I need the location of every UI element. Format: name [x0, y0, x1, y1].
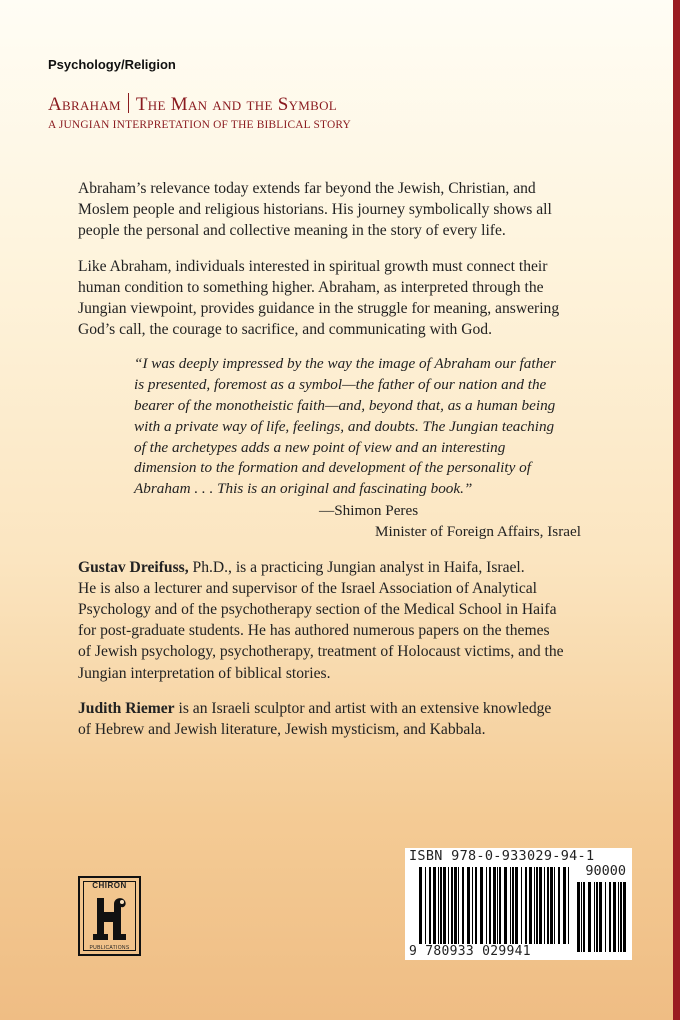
- text-line: Jungian interpretation of biblical stories.: [78, 664, 331, 682]
- quote-line: of the archetypes adds a new point of view and an interesting: [134, 438, 506, 456]
- barcode-bar: [448, 867, 449, 944]
- book-title: [48, 93, 337, 116]
- barcode-bar: [454, 867, 457, 944]
- barcode-bar: [515, 867, 518, 944]
- text-line: human condition to something higher. Abraham, as interpreted through the: [78, 278, 544, 296]
- barcode-bar: [429, 867, 431, 944]
- title-main: Abraham: [48, 94, 121, 115]
- author-bio-riemer: [78, 698, 618, 740]
- barcode-bar: [623, 882, 626, 952]
- author-bio-dreifuss: [78, 557, 618, 684]
- book-subtitle: A JUNGIAN INTERPRETATION OF THE BIBLICAL STORY: [48, 119, 351, 131]
- spine-edge: [673, 0, 680, 1020]
- barcode-bar: [539, 867, 542, 944]
- barcode-bar: [558, 867, 560, 944]
- quote-line: dimension to the formation and development of the personality of: [134, 459, 531, 477]
- barcode-bar: [554, 867, 555, 944]
- text-line: God’s call, the courage to sacrifice, and communicating with God.: [78, 321, 492, 339]
- text-line: [78, 557, 618, 578]
- barcode-bar: [599, 882, 602, 952]
- barcode-bar: [525, 867, 527, 944]
- barcode-bar: [544, 867, 545, 944]
- title-separator: [128, 93, 129, 113]
- barcode-bar: [581, 882, 582, 952]
- barcode-bar: [433, 867, 436, 944]
- text-line: of Hebrew and Jewish literature, Jewish mysticism, and Kabbala.: [78, 721, 486, 739]
- barcode-bar: [480, 867, 483, 944]
- barcode-bar: [440, 867, 442, 944]
- barcode-bar: [550, 867, 553, 944]
- barcode-bar: [521, 867, 522, 944]
- barcode-bar: [419, 867, 422, 944]
- quote-line: is presented, foremost as a symbol—the father of our nation and the: [134, 376, 547, 394]
- barcode-bar: [475, 867, 477, 944]
- barcode-bar: [438, 867, 439, 944]
- quote-line: Abraham . . . This is an original and fascinating book.”: [134, 480, 473, 498]
- paragraph-intro: [78, 178, 618, 242]
- barcode-bar: [588, 882, 591, 952]
- barcode-bar: [489, 867, 491, 944]
- barcode-bar: [425, 867, 426, 944]
- barcode-bar: [563, 867, 566, 944]
- author-bio-start: is an Israeli sculptor and artist with an extensive knowledge: [174, 699, 552, 717]
- text-line: Jungian viewpoint, provides guidance in the struggle for meaning, answering: [78, 300, 560, 318]
- barcode-bar: [462, 867, 464, 944]
- barcode-bar: [596, 882, 598, 952]
- quote-line: “I was deeply impressed by the way the image of Abraham our father: [134, 355, 556, 373]
- barcode-bar: [443, 867, 446, 944]
- barcode-bar: [458, 867, 459, 944]
- attribution-title: Minister of Foreign Affairs, Israel: [375, 522, 581, 540]
- barcode-bar: [609, 882, 611, 952]
- text-line: for post-graduate students. He has authored numerous papers on the themes: [78, 622, 550, 640]
- author-bio-start: Ph.D., is a practicing Jungian analyst in Haifa, Israel.: [188, 558, 525, 576]
- logo-bottom-text: PUBLICATIONS: [89, 945, 130, 951]
- barcode-bar: [497, 867, 498, 944]
- text-line: [78, 698, 618, 719]
- author-name: Judith Riemer: [78, 699, 175, 717]
- barcode-bar: [504, 867, 507, 944]
- text-line: Psychology and of the psychotherapy section of the Medical School in Haifa: [78, 601, 557, 618]
- back-cover-text: [78, 178, 618, 754]
- barcode-bar: [451, 867, 453, 944]
- chiron-h-logo-icon: [80, 878, 139, 954]
- barcode-bar: [613, 882, 616, 952]
- barcode-bar: [472, 867, 473, 944]
- barcode-digits: 9 780933 029941: [409, 944, 531, 959]
- text-line: Moslem people and religious historians. His journey symbolically shows all: [78, 201, 552, 219]
- attribution-name: —Shimon Peres: [319, 502, 419, 519]
- barcode-bar: [620, 882, 622, 952]
- barcode-bar: [605, 882, 606, 952]
- text-line: of Jewish psychology, psychotherapy, treatment of Holocaust victims, and the: [78, 643, 564, 661]
- barcode-bar: [547, 867, 549, 944]
- barcode-bar: [512, 867, 514, 944]
- paragraph-growth: [78, 256, 618, 341]
- barcode-bar: [536, 867, 538, 944]
- title-rest: The Man and the Symbol: [135, 94, 338, 115]
- endorsement-quote: [78, 354, 618, 542]
- text-line: He is also a lecturer and supervisor of the Israel Association of Analytical: [78, 579, 538, 597]
- text-line: Like Abraham, individuals interested in spiritual growth must connect their: [78, 257, 548, 275]
- isbn-text: ISBN 978-0-933029-94-1: [409, 848, 595, 864]
- barcode-bar: [534, 867, 535, 944]
- quote-attribution: [134, 501, 618, 543]
- logo-top-text: CHIRON: [92, 881, 127, 890]
- barcode-bar: [510, 867, 511, 944]
- barcode-bar: [568, 867, 569, 944]
- barcode-bar: [486, 867, 487, 944]
- barcode-bar: [577, 882, 580, 952]
- author-name: Gustav Dreifuss,: [78, 558, 189, 576]
- text-line: people the personal and collective meaning in the story of every life.: [78, 222, 506, 240]
- category-label: Psychology/Religion: [48, 57, 176, 72]
- quote-line: bearer of the monotheistic faith—and, beyond that, as a human being: [134, 397, 556, 415]
- barcode-bar: [493, 867, 496, 944]
- text-line: Abraham’s relevance today extends far beyond the Jewish, Christian, and: [78, 180, 536, 197]
- price-addon-digits: 90000: [585, 863, 626, 879]
- barcode-bar: [529, 867, 532, 944]
- barcode-bar: [499, 867, 501, 944]
- barcode-bar: [583, 882, 585, 952]
- isbn-barcode: [405, 848, 632, 960]
- quote-line: with a private way of life, feelings, and doubts. The Jungian teaching: [134, 417, 555, 435]
- barcode-bar: [594, 882, 595, 952]
- barcode-bar: [618, 882, 619, 952]
- barcode-bar: [467, 867, 470, 944]
- chiron-publications-logo: [78, 876, 141, 956]
